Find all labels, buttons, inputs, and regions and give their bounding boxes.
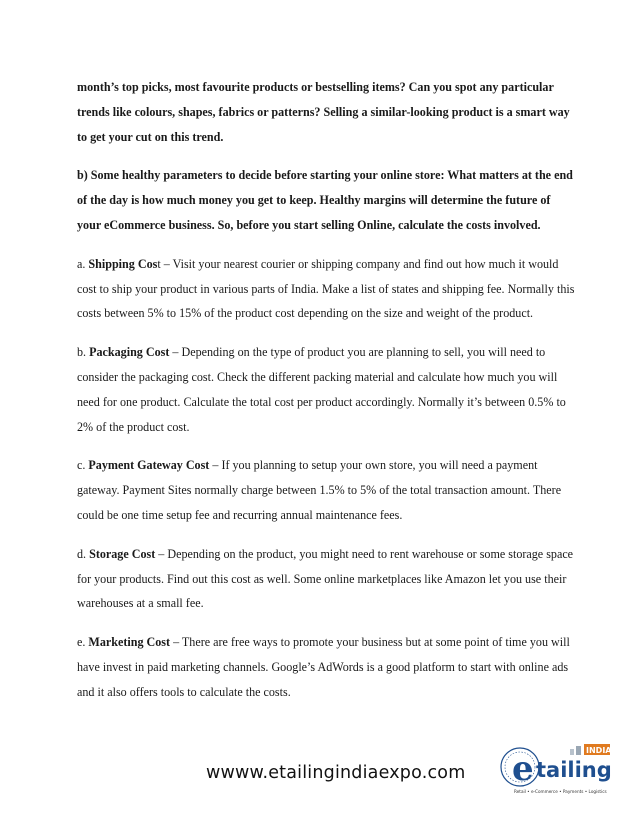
paragraph-storage-cost xyxy=(77,542,577,616)
paragraph-text: b) Some healthy parameters to decide before starting your online store: What matters at the end of the day is how much money you get to keep. Healthy margins will determine the future of your eCommerce business. So, before you start selling Online, calculate the costs involved. xyxy=(77,168,573,232)
paragraph-text: month’s top picks, most favourite products or bestselling items? Can you spot any particular trends like colours, shapes, fabrics or patterns? Selling a similar-looking product is a smart way to get your cut on this trend. xyxy=(77,80,570,144)
paragraph-trends xyxy=(77,75,577,149)
svg-text:INDIA: INDIA xyxy=(586,746,612,755)
item-prefix: c. xyxy=(77,458,89,473)
item-text: – If you planning to setup your own store, you will need a payment gateway. Payment Sites normally charge between 1.5% to 5% of the total transaction amount. There could be one time setup fee and recurring annual maintenance fees. xyxy=(77,458,562,522)
item-text: t – Visit your nearest courier or shipping company and find out how much it would cost to ship your product in various parts of India. Make a list of states and shipping fee. Normally this costs between 5% to 15% of the product cost depending on the size and weight of the product. xyxy=(77,256,575,321)
paragraph-healthy-parameters xyxy=(77,163,577,237)
svg-text:e: e xyxy=(512,749,534,789)
item-text: – Depending on the type of product you are planning to sell, you will need to consider the packaging cost. Check the different packing material and calculate how much you will need for one product. Calculate the total cost per product accordingly. Normally it’s between 0.5% to 2% of the product cost. xyxy=(77,345,566,434)
document-body xyxy=(77,75,577,719)
item-label: Payment Gateway Cost xyxy=(88,458,210,473)
item-label: Packaging Cost xyxy=(89,345,170,360)
item-prefix: d. xyxy=(77,546,90,561)
paragraph-payment-gateway-cost xyxy=(77,453,577,527)
item-text: – Depending on the product, you might need to rent warehouse or some storage space for your products. Find out this cost as well. Some online marketplaces like Amazon let you use their warehouses at a small fee. xyxy=(77,546,574,611)
footer-url[interactable]: wwww.etailingindiaexpo.com xyxy=(206,763,466,783)
item-label: Shipping Cos xyxy=(88,256,158,271)
item-prefix: e. xyxy=(77,635,89,650)
logo-wordmark: tailing xyxy=(536,758,612,782)
item-text: – There are free ways to promote your business but at some point of time you will have invest in paid marketing channels. Google’s AdWords is a good platform to start with online ads and it also offers tools to calculate the costs. xyxy=(77,635,570,699)
etailing-logo xyxy=(498,737,616,799)
paragraph-packaging-cost xyxy=(77,340,577,439)
paragraph-shipping-cost xyxy=(77,252,577,326)
item-label: Storage Cost xyxy=(89,546,156,561)
item-prefix: b. xyxy=(77,345,90,360)
paragraph-marketing-cost xyxy=(77,630,577,704)
item-label: Marketing Cost xyxy=(88,635,171,650)
svg-text:Retail • e-Commerce • Payments: Retail • e-Commerce • Payments • Logistics xyxy=(514,789,607,794)
item-prefix: a. xyxy=(77,256,89,271)
